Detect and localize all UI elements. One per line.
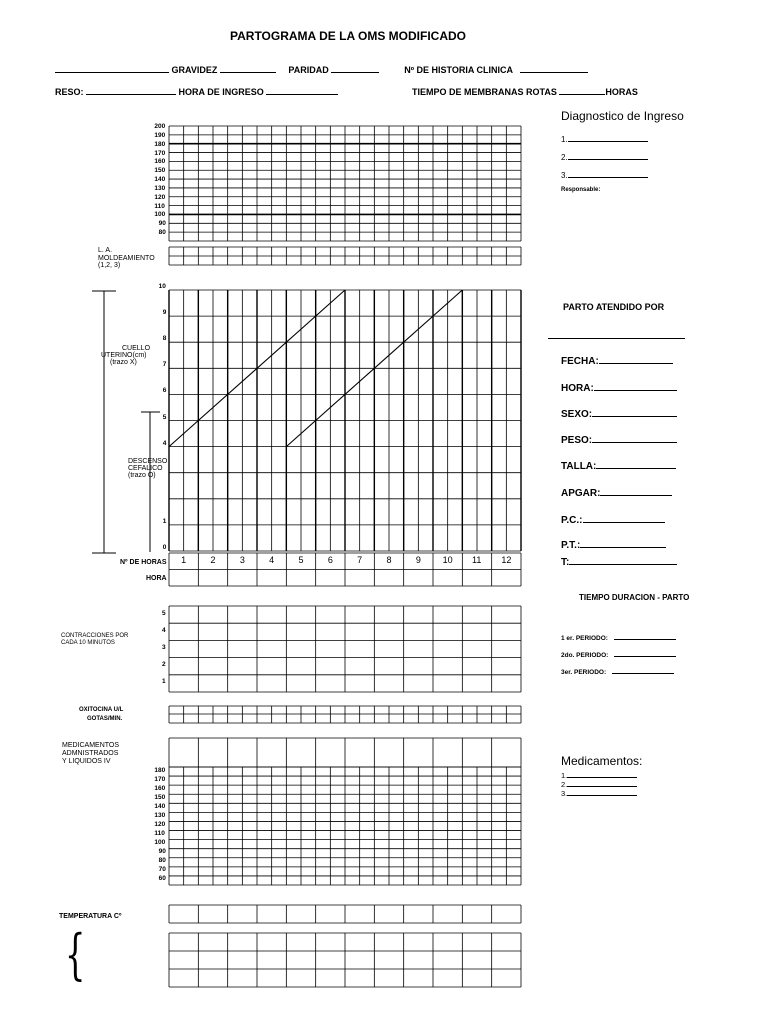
medicamentos-iv-label: MEDICAMENTOS	[62, 742, 120, 749]
hour-number: 7	[357, 555, 363, 565]
pulse-tick: 120	[154, 821, 166, 828]
birth-field-label: SEXO:	[561, 408, 677, 420]
contracciones-label: CONTRACCIONES POR	[61, 633, 129, 639]
hour-number: 11	[472, 555, 482, 565]
fhr-tick: 80	[158, 229, 166, 237]
trazo-o-label: (trazo O)	[128, 472, 156, 479]
hora-row-label: HORA	[146, 575, 167, 582]
fhr-tick: 190	[154, 131, 166, 139]
cervix-tick: 4	[162, 439, 167, 447]
cervix-tick: 7	[162, 361, 167, 369]
contracciones-tick: 4	[162, 626, 166, 634]
diagnostico-title: Diagnostico de Ingreso	[561, 109, 684, 123]
fhr-tick: 140	[154, 176, 166, 184]
brace-icon: {	[64, 923, 86, 986]
birth-field-label: PESO:	[561, 434, 677, 446]
liquido-grid	[169, 247, 521, 265]
birth-field-input[interactable]	[599, 355, 673, 364]
parto-atendido-field[interactable]	[548, 338, 685, 339]
hour-number: 8	[386, 555, 392, 565]
cervix-tick: 5	[162, 413, 167, 421]
birth-field-label: TALLA:	[561, 460, 676, 472]
la-label: L. A.	[98, 247, 113, 254]
pulse-tick: 80	[158, 857, 166, 865]
birth-field-label: P.C.:	[561, 514, 665, 526]
medicamento-item: 1.	[561, 769, 637, 780]
cervix-tick: 0	[162, 544, 167, 551]
cervix-tick: 1	[162, 517, 167, 525]
fhr-tick: 150	[154, 167, 166, 175]
pulse-tick: 110	[154, 830, 165, 838]
cefalico-label: CEFALICO	[128, 465, 163, 472]
birth-field-label: APGAR:	[561, 487, 672, 499]
oxitocina-label: OXITOCINA U/L	[79, 707, 124, 713]
cuello-label: CUELLO	[122, 345, 151, 352]
fhr-tick: 160	[154, 158, 166, 166]
birth-field-input[interactable]	[583, 514, 665, 523]
fhr-tick: 130	[154, 184, 166, 192]
ingreso-label: RESO:	[55, 87, 84, 97]
pulse-tick: 90	[158, 848, 166, 856]
temperatura-label: TEMPERATURA Cº	[59, 913, 122, 920]
cervix-tick: 6	[162, 387, 167, 395]
birth-field-label: T:	[561, 556, 677, 568]
hour-number: 12	[501, 555, 512, 565]
hour-number: 2	[210, 555, 216, 565]
birth-field-label: FECHA:	[561, 355, 673, 367]
medicamentos-title: Medicamentos:	[561, 754, 643, 768]
diagnostico-field[interactable]	[568, 169, 648, 178]
horas-row-label: Nº DE HORAS	[120, 559, 167, 566]
fhr-tick: 170	[154, 149, 166, 157]
responsable-label: Responsable:	[561, 187, 601, 193]
periodo-field[interactable]	[614, 631, 676, 640]
contracciones-tick: 5	[162, 609, 166, 617]
gotas-label: GOTAS/MIN.	[87, 716, 123, 722]
birth-field-input[interactable]	[592, 408, 677, 417]
diagnostico-item: 3.	[561, 169, 648, 180]
pulse-tick: 60	[158, 875, 166, 883]
birth-field-label: P.T.:	[561, 539, 666, 551]
hour-number: 6	[327, 555, 333, 565]
pulse-tick: 130	[154, 811, 166, 819]
bottom-grid	[169, 933, 521, 987]
oxitocina-grid	[169, 706, 521, 723]
birth-field-input[interactable]	[596, 460, 676, 469]
diagnostico-item: 1.	[561, 133, 648, 144]
pulse-tick: 70	[158, 866, 166, 874]
cervix-tick: 8	[162, 335, 167, 343]
hours-grid	[169, 553, 521, 586]
birth-field-input[interactable]	[594, 382, 677, 391]
diagnostico-item: 2.	[561, 151, 648, 162]
membranas-label: TIEMPO DE MEMBRANAS ROTAS	[412, 87, 557, 97]
trazo-x-label: (trazo X)	[110, 359, 137, 366]
periodo-field[interactable]	[612, 665, 674, 674]
descenso-label: DESCENSO	[128, 458, 168, 465]
hour-number: 3	[239, 555, 245, 565]
birth-field-input[interactable]	[580, 539, 666, 548]
fhr-tick: 90	[158, 220, 166, 228]
medicamento-item: 3.	[561, 787, 637, 798]
gravidez-label: GRAVIDEZ	[171, 65, 218, 75]
pulse-tick: 100	[154, 839, 166, 847]
historia-label: Nº DE HISTORIA CLINICA	[404, 65, 513, 75]
contracciones-tick: 1	[162, 678, 166, 686]
medicamento-field[interactable]	[567, 769, 637, 778]
pulse-tick: 160	[154, 784, 166, 792]
fhr-tick: 200	[154, 123, 166, 130]
fhr-tick: 180	[154, 140, 166, 148]
uterino-label: UTERINO(cm)	[101, 352, 147, 359]
hour-number: 5	[298, 555, 304, 565]
pulse-tick: 150	[154, 793, 166, 801]
contracciones-tick: 2	[162, 661, 166, 669]
contracciones-grid	[169, 606, 521, 692]
medicamento-field[interactable]	[567, 787, 637, 796]
medicamento-item: 2.	[561, 778, 637, 789]
pulse-tick: 180	[154, 766, 166, 774]
horas-label: HORAS	[605, 87, 638, 97]
cada-10-min-label: CADA 10 MINUTOS	[61, 640, 115, 646]
periodo-label: 2do. PERIODO:	[561, 648, 676, 660]
cervix-tick: 9	[162, 309, 167, 317]
hour-number: 4	[269, 555, 275, 565]
birth-field-label: HORA:	[561, 382, 677, 394]
birth-field-input[interactable]	[600, 487, 672, 496]
birth-field-input[interactable]	[569, 556, 677, 565]
fhr-tick: 120	[154, 193, 166, 201]
hour-number: 10	[442, 555, 453, 565]
medicamento-field[interactable]	[567, 778, 637, 787]
fhr-tick: 110	[154, 202, 165, 210]
periodo-field[interactable]	[614, 648, 676, 657]
medicamentos-iv-grid	[169, 738, 521, 767]
hour-number: 9	[415, 555, 421, 565]
cervix-tick: 10	[158, 283, 166, 290]
birth-field-input[interactable]	[592, 434, 677, 443]
pulse-tick: 170	[154, 775, 166, 783]
moldeamiento-scale: (1,2, 3)	[98, 262, 121, 269]
diagnostico-field[interactable]	[568, 151, 648, 160]
periodo-label: 3er. PERIODO:	[561, 665, 674, 677]
hora-ingreso-label: HORA DE INGRESO	[178, 87, 264, 97]
liquidos-iv-label: Y LIQUIDOS IV	[62, 758, 111, 765]
pulse-tick: 140	[154, 802, 166, 810]
administrados-label: ADMNISTRADOS	[62, 750, 119, 757]
hour-number: 1	[181, 555, 187, 565]
page-title: PARTOGRAMA DE LA OMS MODIFICADO	[230, 29, 466, 43]
temperatura-grid	[169, 905, 521, 923]
fhr-tick: 100	[154, 211, 166, 219]
periodo-label: 1 er. PERIODO:	[561, 631, 676, 643]
diagnostico-field[interactable]	[568, 133, 648, 142]
pulse-grid	[169, 767, 521, 885]
moldeamiento-label: MOLDEAMIENTO	[98, 255, 155, 262]
tiempo-duracion-title: TIEMPO DURACION - PARTO	[579, 593, 690, 602]
contracciones-tick: 3	[162, 644, 166, 651]
paridad-label: PARIDAD	[288, 65, 329, 75]
parto-atendido-title: PARTO ATENDIDO POR	[563, 302, 665, 312]
